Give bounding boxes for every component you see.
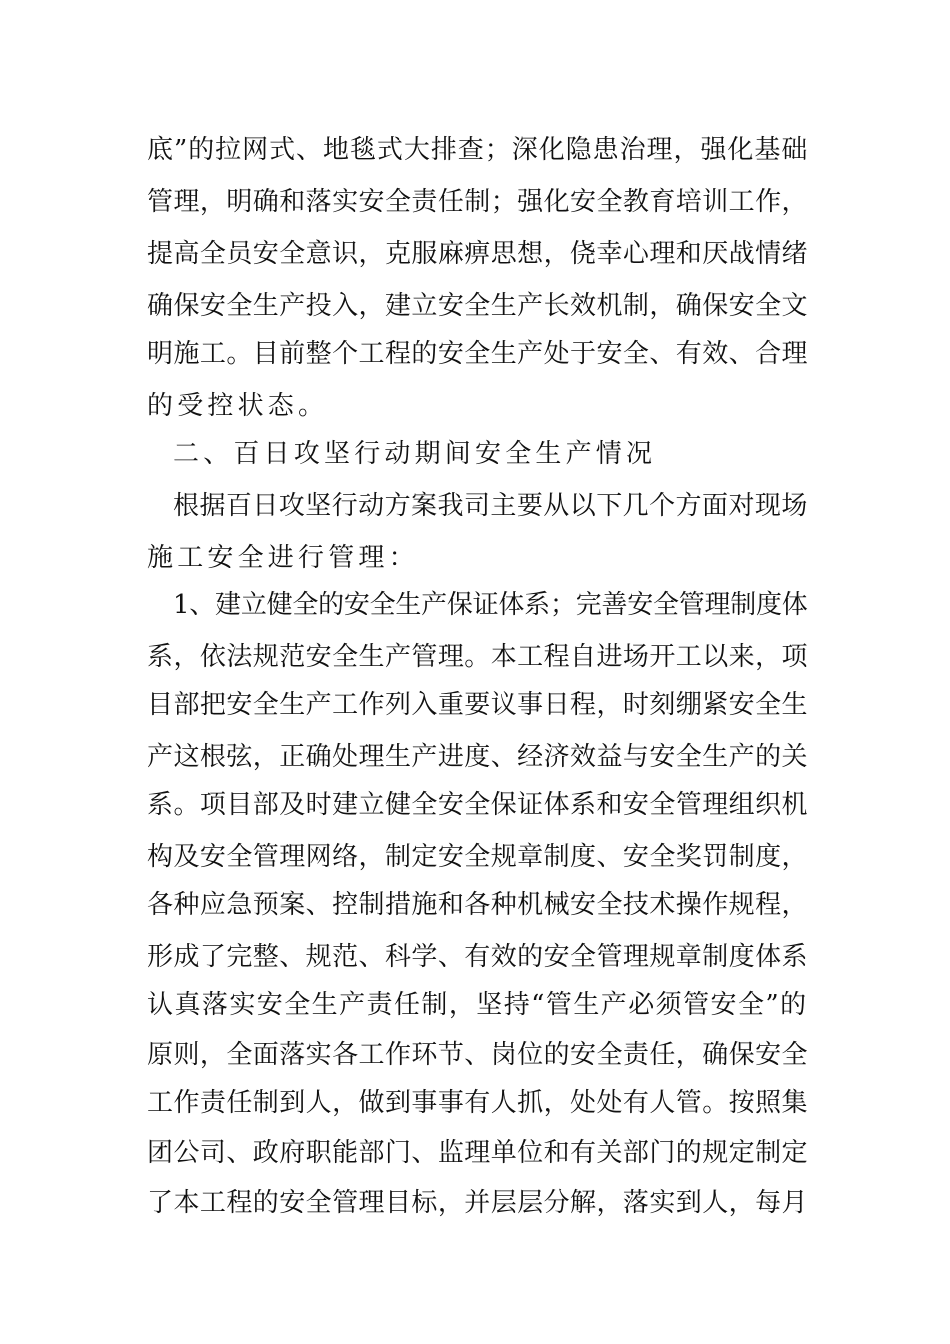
section-heading: 二、百日攻坚行动期间安全生产情况 <box>173 439 657 469</box>
text-line: 底”的拉网式、地毯式大排查；深化隐患治理，强化基础 <box>147 135 809 165</box>
text-line: 根据百日攻坚行动方案我司主要从以下几个方面对现场 <box>173 491 808 521</box>
text-line: 提高全员安全意识，克服麻痹思想，侥幸心理和厌战情绪 <box>147 239 809 269</box>
text-line: 产这根弦，正确处理生产进度、经济效益与安全生产的关 <box>147 742 809 772</box>
text-line: 形成了完整、规范、科学、有效的安全管理规章制度体系 <box>147 942 809 972</box>
text-line: 目部把安全生产工作列入重要议事日程，时刻绷紧安全生 <box>147 690 809 720</box>
text-line: 系，依法规范安全生产管理。本工程自进场开工以来，项 <box>147 642 809 672</box>
text-line: 团公司、政府职能部门、监理单位和有关部门的规定制定 <box>147 1138 809 1168</box>
text-line: 的受控状态。 <box>147 391 329 421</box>
text-line: 确保安全生产投入，建立安全生产长效机制，确保安全文 <box>147 291 809 321</box>
text-line: 认真落实安全生产责任制，坚持“管生产必须管安全”的 <box>147 990 808 1020</box>
text-line: 原则，全面落实各工作环节、岗位的安全责任，确保安全 <box>147 1040 809 1070</box>
text-line: 工作责任制到人，做到事事有人抓，处处有人管。按照集 <box>147 1088 809 1118</box>
text-line: 了本工程的安全管理目标，并层层分解，落实到人，每月 <box>147 1188 809 1218</box>
text-line: 1、建立健全的安全生产保证体系；完善安全管理制度体 <box>173 590 808 620</box>
text-line: 构及安全管理网络，制定安全规章制度、安全奖罚制度， <box>147 842 809 872</box>
text-line: 各种应急预案、控制措施和各种机械安全技术操作规程， <box>147 890 809 920</box>
text-line: 管理，明确和落实安全责任制；强化安全教育培训工作， <box>147 187 809 217</box>
text-line: 系。项目部及时建立健全安全保证体系和安全管理组织机 <box>147 790 809 820</box>
text-line: 施工安全进行管理： <box>147 543 419 573</box>
text-line: 明施工。目前整个工程的安全生产处于安全、有效、合理 <box>147 339 809 369</box>
